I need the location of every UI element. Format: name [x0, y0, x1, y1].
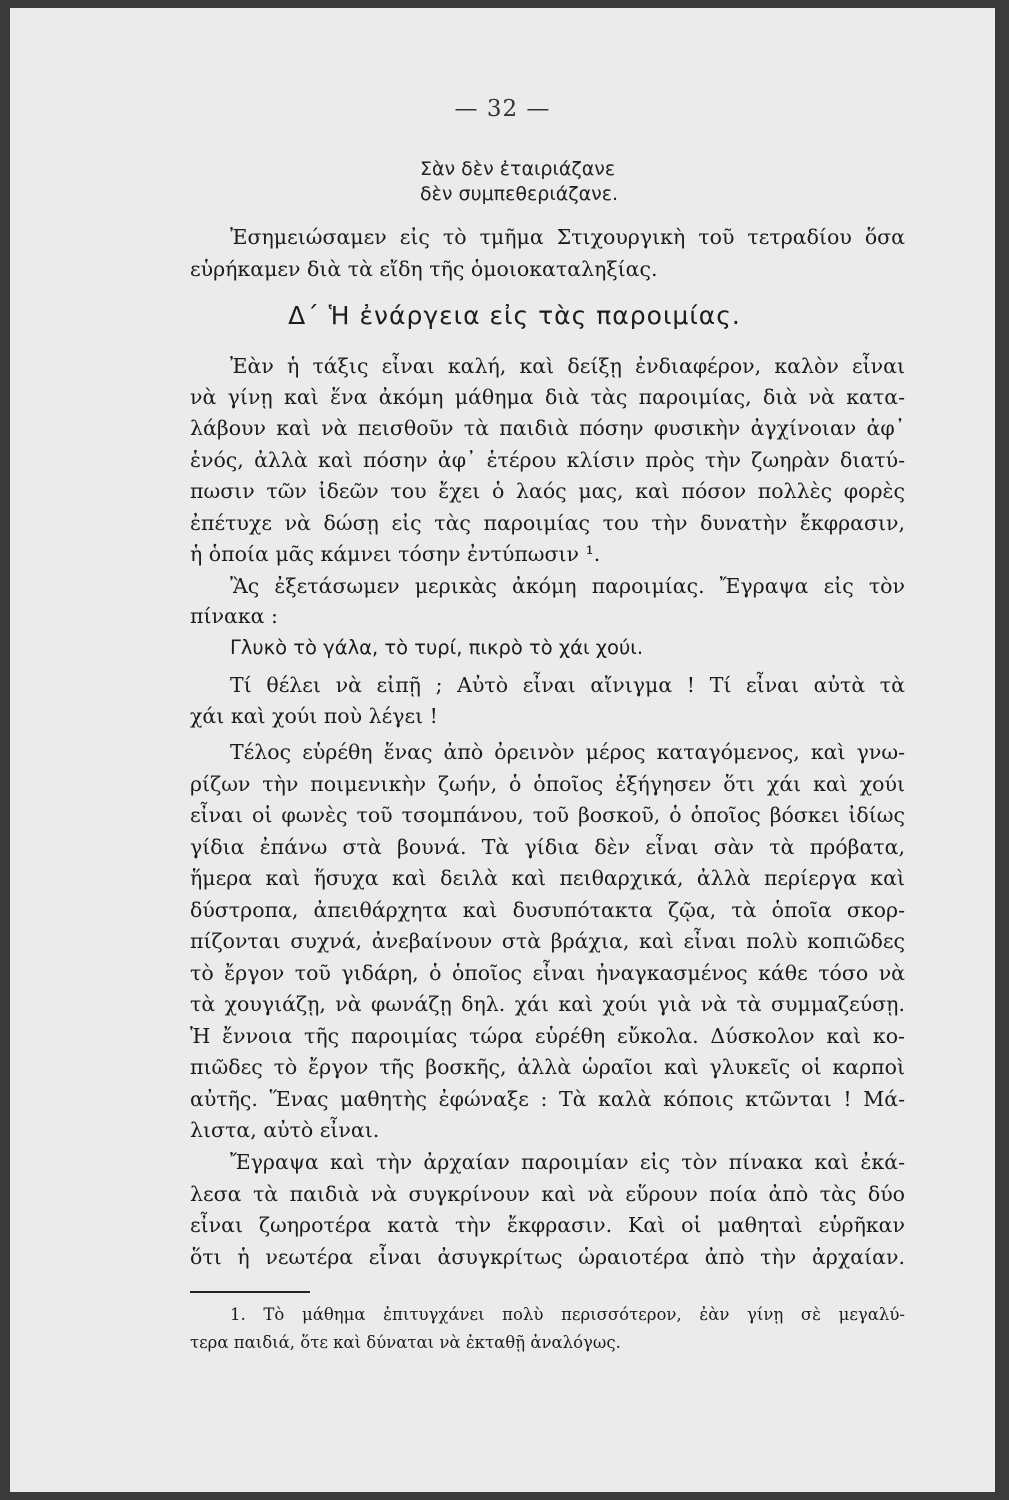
paragraph-line: ἑνός, ἀλλὰ καὶ πόσην ἀφ᾽ ἑτέρου κλίσιν πρὸς τὴν ζωηρὰν διατύ-	[190, 448, 905, 472]
paragraph-line: Τί θέλει νὰ εἰπῇ ; Αὐτὸ εἶναι αἴνιγμα ! Τί εἶναι αὐτὰ τὰ	[230, 673, 905, 697]
paragraph-line: λιστα, αὐτὸ εἶναι.	[190, 1118, 380, 1142]
paragraph-line: πίζονται συχνά, ἀνεβαίνουν στὰ βράχια, καὶ εἶναι πολὺ κοπιῶδες	[190, 929, 905, 953]
paragraph-line: αὐτῆς. Ἕνας μαθητὴς ἐφώναξε : Τὰ καλὰ κόποις κτῶνται ! Μά-	[190, 1087, 905, 1111]
paragraph-line: ἥμερα καὶ ἥσυχα καὶ δειλὰ καὶ πειθαρχικά, ἀλλὰ περίεργα καὶ	[190, 866, 905, 890]
paragraph-line: ἐπέτυχε νὰ δώσῃ εἰς τὰς παροιμίας του τὴν δυνατὴν ἔκφρασιν,	[190, 511, 905, 535]
paragraph-line: γίδια ἐπάνω στὰ βουνά. Τὰ γίδια δὲν εἶναι σὰν τὰ πρόβατα,	[190, 835, 905, 859]
book-page	[10, 8, 995, 1492]
paragraph-line: ἡ ὁποία μᾶς κάμνει τόσην ἐντύπωσιν ¹.	[190, 542, 601, 566]
paragraph-line: λάβουν καὶ νὰ πεισθοῦν τὰ παιδιὰ πόσην φυσικὴν ἀγχίνοιαν ἀφ᾽	[190, 416, 905, 440]
paragraph-line: εἶναι ζωηροτέρα κατὰ τὴν ἔκφρασιν. Καὶ οἱ μαθηταὶ εὑρῆκαν	[190, 1213, 905, 1237]
intro-line: εὑρήκαμεν διὰ τὰ εἴδη τῆς ὁμοιοκαταληξίας.	[190, 257, 658, 281]
paragraph-line: εἶναι οἱ φωνὲς τοῦ τσομπάνου, τοῦ βοσκοῦ, ὁ ὁποῖος βόσκει ἰδίως	[190, 803, 905, 827]
paragraph-line: πωσιν τῶν ἰδεῶν του ἔχει ὁ λαός μας, καὶ πόσον πολλὲς φορὲς	[190, 479, 905, 503]
paragraph-line: ὅτι ἡ νεωτέρα εἶναι ἀσυγκρίτως ὡραιοτέρα ἀπὸ τὴν ἀρχαίαν.	[190, 1245, 905, 1269]
verse-line: Σὰν δὲν ἐταιριάζανε	[420, 158, 616, 180]
paragraph-line: δύστροπα, ἀπειθάρχητα καὶ δυσυπότακτα ζῷα, τὰ ὁποῖα σκορ-	[190, 898, 905, 922]
paragraph-line: Τέλος εὑρέθη ἕνας ἀπὸ ὀρεινὸν μέρος καταγόμενος, καὶ γνω-	[230, 740, 905, 764]
proverb-quote: Γλυκὸ τὸ γάλα, τὸ τυρί, πικρὸ τὸ χάι χούι.	[230, 636, 644, 659]
footnote-divider	[190, 1291, 310, 1293]
paragraph-line: Ἡ ἔννοια τῆς παροιμίας τώρα εὑρέθη εὔκολα. Δύσκολον καὶ κο-	[190, 1024, 905, 1048]
section-heading: Δ΄ Ἡ ἐνάργεια εἰς τὰς παροιμίας.	[288, 301, 741, 330]
paragraph-line: χάι καὶ χούι ποὺ λέγει !	[190, 704, 438, 728]
page-number: — 32 —	[454, 96, 551, 122]
paragraph-line: λεσα τὰ παιδιὰ νὰ συγκρίνουν καὶ νὰ εὕρουν ποία ἀπὸ τὰς δύο	[190, 1182, 905, 1206]
verse-line: δὲν συμπεθεριάζανε.	[420, 183, 619, 205]
paragraph-line: ρίζων τὴν ποιμενικὴν ζωήν, ὁ ὁποῖος ἐξήγησεν ὅτι χάι καὶ χούι	[190, 772, 905, 796]
paragraph-line: τὸ ἔργον τοῦ γιδάρη, ὁ ὁποῖος εἶναι ἠναγκασμένος κάθε τόσο νὰ	[190, 961, 905, 985]
paragraph-line: Ἐὰν ἡ τάξις εἶναι καλή, καὶ δείξῃ ἐνδιαφέρον, καλὸν εἶναι	[230, 354, 905, 378]
footnote-line: τερα παιδιά, ὅτε καὶ δύναται νὰ ἐκταθῇ ἀναλόγως.	[190, 1333, 621, 1352]
paragraph-line: Ἔγραψα καὶ τὴν ἀρχαίαν παροιμίαν εἰς τὸν πίνακα καὶ ἐκά-	[230, 1150, 905, 1174]
paragraph-line: Ἂς ἐξετάσωμεν μερικὰς ἀκόμη παροιμίας. Ἔγραψα εἰς τὸν	[230, 574, 905, 598]
paragraph-line: πιῶδες τὸ ἔργον τῆς βοσκῆς, ἀλλὰ ὡραῖοι καὶ γλυκεῖς οἱ καρποὶ	[190, 1055, 905, 1079]
footnote-line: 1. Τὸ μάθημα ἐπιτυγχάνει πολὺ περισσότερον, ἐὰν γίνῃ σὲ μεγαλύ-	[230, 1305, 905, 1324]
paragraph-line: νὰ γίνῃ καὶ ἕνα ἀκόμη μάθημα διὰ τὰς παροιμίας, διὰ νὰ κατα-	[190, 385, 905, 409]
intro-line: Ἐσημειώσαμεν εἰς τὸ τμῆμα Στιχουργικὴ τοῦ τετραδίου ὅσα	[230, 225, 905, 249]
paragraph-line: πίνακα :	[190, 604, 278, 628]
paragraph-line: τὰ χουγιάζῃ, νὰ φωνάζῃ δηλ. χάι καὶ χούι γιὰ νὰ τὰ συμμαζεύσῃ.	[190, 992, 905, 1016]
